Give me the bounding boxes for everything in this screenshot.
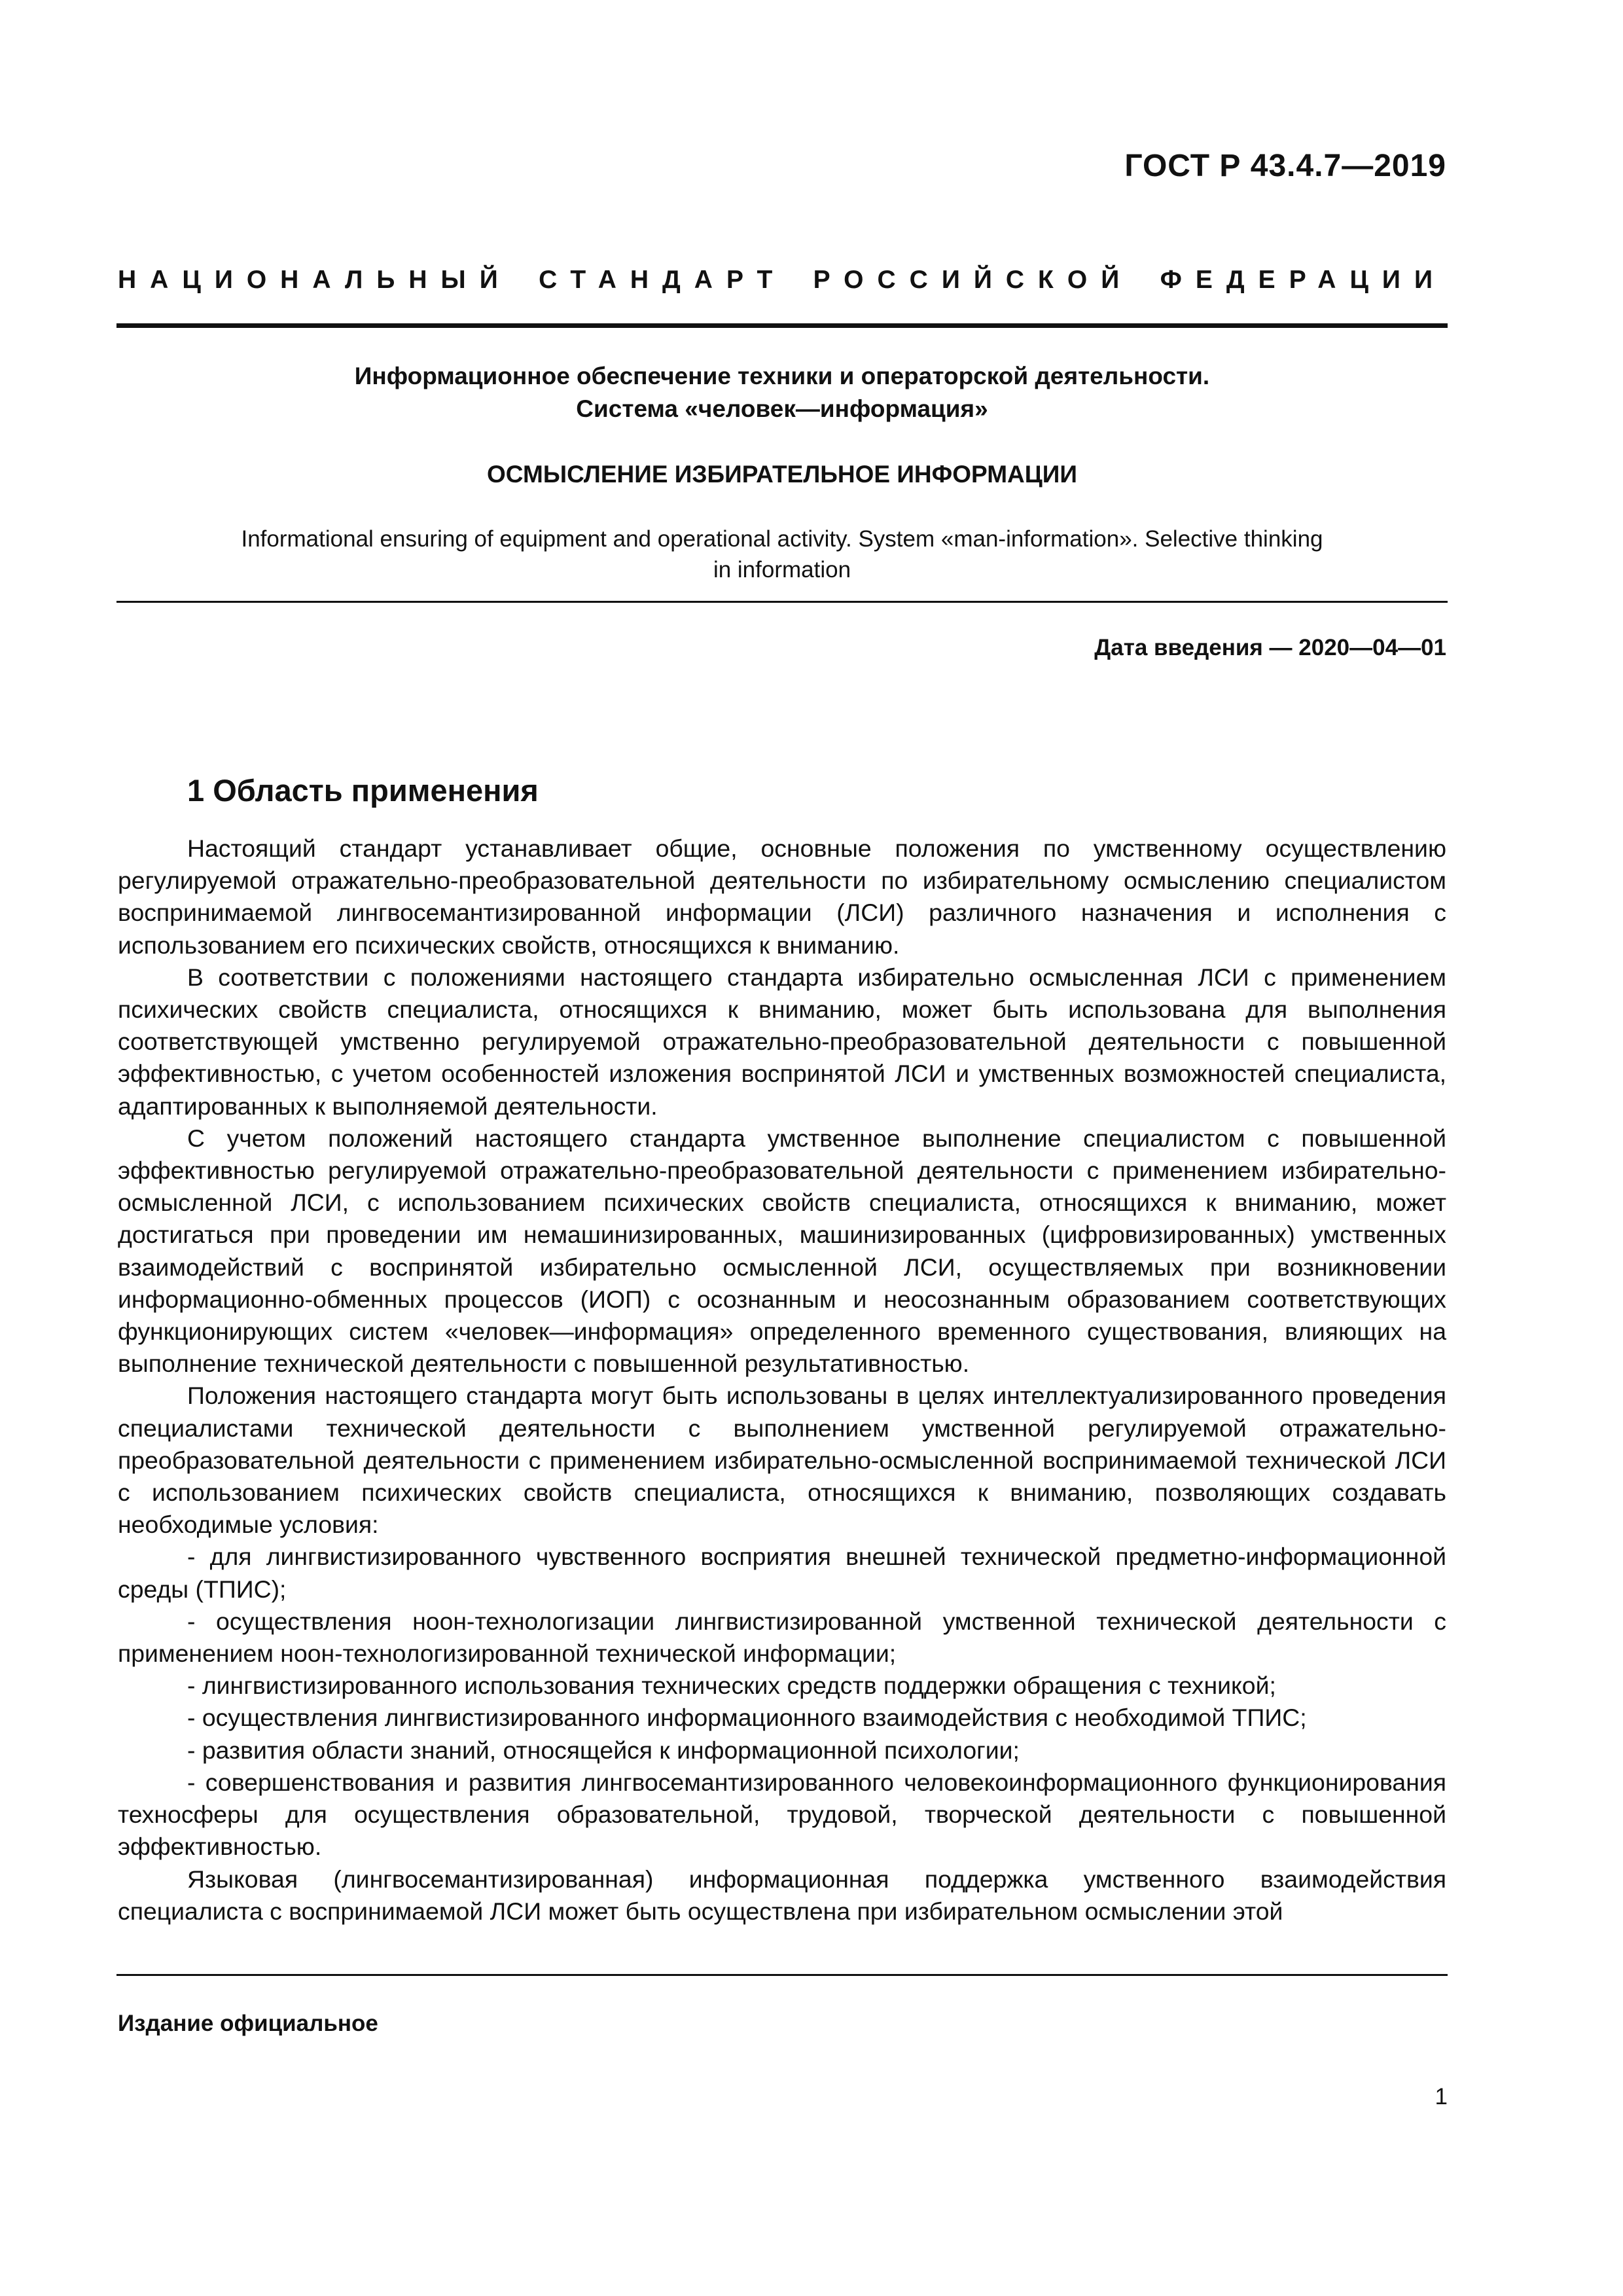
list-item: - осуществления лингвистизированного информационного взаимодействия с необходимой ТПИС; bbox=[187, 1704, 1307, 1732]
section-heading: 1 Область применения bbox=[187, 773, 539, 808]
document-subtitle: ОСМЫСЛЕНИЕ ИЗБИРАТЕЛЬНОЕ ИНФОРМАЦИИ bbox=[487, 461, 1077, 488]
list-item: - развития области знаний, относящейся к информационной психологии; bbox=[187, 1736, 1020, 1764]
paragraph: С учетом положений настоящего стандарта умственное выполнение специалистом с повышенной эффективностью регулируемой отражательно-преобразовательной деятельности с применением избирательно-осмысленной ЛСИ, с использованием психических свойств специалиста, относящихся к вниманию, может достигаться при проведении им немашинизированных, машинизированных (цифровизированных) умственных взаимодействий с воспринятой избирательно осмысленной ЛСИ, осуществляемых при возникновении информационно-обменных процессов (ИОП) с осознанным и неосознанным образованием соответствующих функционирующих систем «человек—информация» определенного временного существования, влияющих на выполнение технической деятельности с повышенной результативностью. bbox=[118, 1124, 1446, 1378]
title-line-1: Информационное обеспечение техники и операторской деятельности. bbox=[354, 363, 1210, 389]
list-item: - лингвистизированного использования технических средств поддержки обращения с техникой; bbox=[187, 1672, 1276, 1700]
english-title-line-2: in information bbox=[713, 557, 851, 583]
paragraph: Положения настоящего стандарта могут быть использованы в целях интеллектуализированного проведения специалистами технической деятельности с выполнением умственной регулируемой отражательно-преобразовательной деятельности с применением избирательно-осмысленной воспринимаемой технической ЛСИ с использованием психических свойств специалиста, относящихся к вниманию, позволяющих создавать необходимые условия: bbox=[118, 1382, 1446, 1539]
national-standard-title: НАЦИОНАЛЬНЫЙ СТАНДАРТ РОССИЙСКОЙ ФЕДЕРАЦИИ bbox=[118, 266, 1446, 294]
title-line-2: Система «человек—информация» bbox=[576, 395, 988, 422]
document-code: ГОСТ Р 43.4.7—2019 bbox=[1124, 149, 1446, 183]
document-title bbox=[116, 360, 1448, 425]
english-title-line-1: Informational ensuring of equipment and operational activity. System «man-information». Selective thinking bbox=[241, 526, 1323, 552]
page-number: 1 bbox=[1435, 2084, 1448, 2109]
title-divider bbox=[116, 601, 1448, 603]
list-item: - осуществления ноон-технологизации лингвистизированной умственной технической деятельности с применением ноон-технологизированной технической информации; bbox=[118, 1607, 1446, 1668]
list-item: - для лингвистизированного чувственного восприятия внешней технической предметно-информационной среды (ТПИС); bbox=[118, 1543, 1446, 1603]
list-item: - совершенствования и развития лингвосемантизированного человекоинформационного функционирования техносферы для осуществления образовательной, трудовой, творческой деятельности с повышенной эффективностью. bbox=[118, 1768, 1446, 1861]
english-title bbox=[183, 524, 1381, 585]
paragraph: В соответствии с положениями настоящего стандарта избирательно осмысленная ЛСИ с применением психических свойств специалиста, относящихся к вниманию, может быть использована для выполнения соответствующей умственно регулируемой отражательно-преобразовательной деятельности с повышенной эффективностью, с учетом особенностей изложения воспринятой ЛСИ и умственных возможностей специалиста, адаптированных к выполняемой деятельности. bbox=[118, 963, 1446, 1120]
paragraph: Настоящий стандарт устанавливает общие, основные положения по умственному осуществлению регулируемой отражательно-преобразовательной деятельности по избирательному осмыслению специалистом воспринимаемой лингвосемантизированной информации (ЛСИ) различного назначения и исполнения с использованием его психических свойств, относящихся к вниманию. bbox=[118, 834, 1446, 959]
section-body bbox=[118, 833, 1446, 1928]
footer-divider bbox=[116, 1974, 1448, 1976]
official-edition-label: Издание официальное bbox=[118, 2011, 378, 2036]
paragraph: Языковая (лингвосемантизированная) информационная поддержка умственного взаимодействия специалиста с воспринимаемой ЛСИ может быть осуществлена при избирательном осмыслении этой bbox=[118, 1865, 1446, 1925]
introduction-date: Дата введения — 2020—04—01 bbox=[1094, 635, 1446, 660]
header-divider bbox=[116, 323, 1448, 328]
